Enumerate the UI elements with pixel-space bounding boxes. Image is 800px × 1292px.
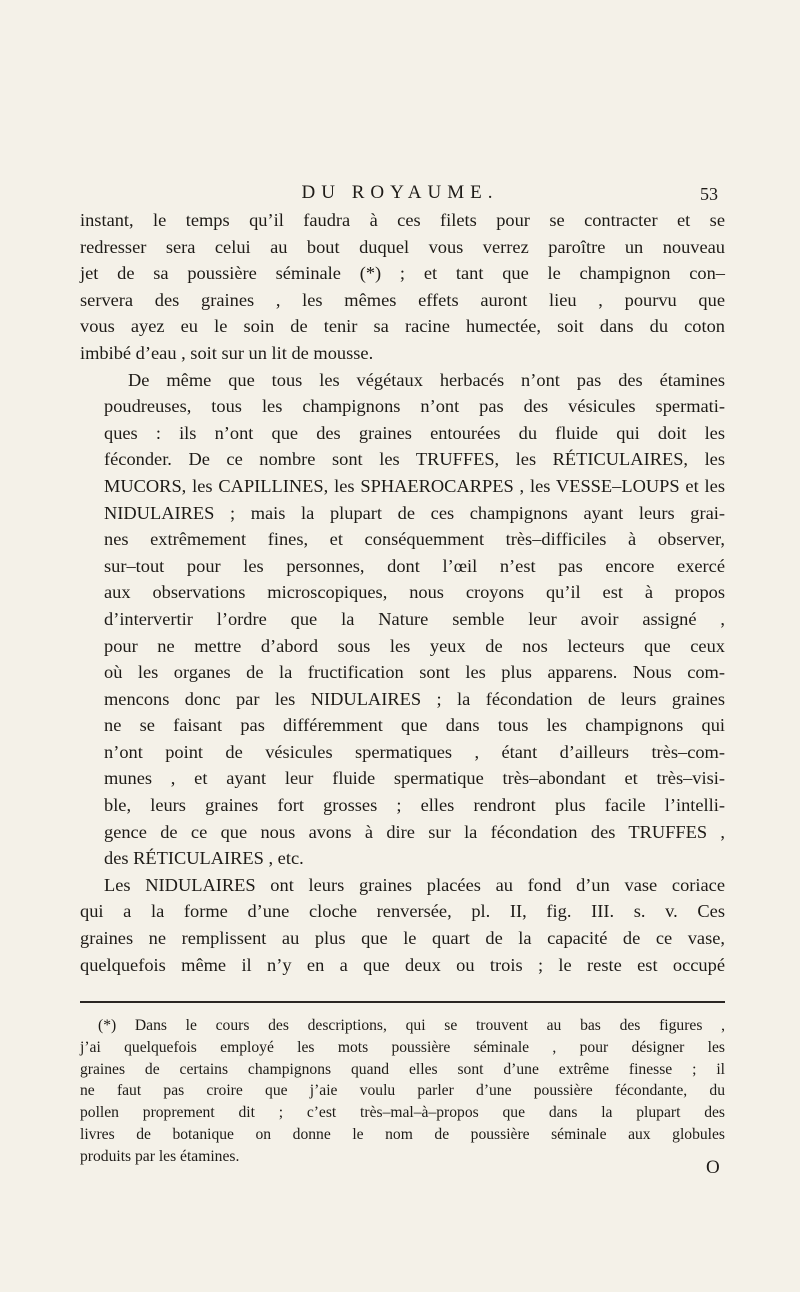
text-line: des RÉTICULAIRES , etc. bbox=[104, 848, 304, 869]
text-line: féconder. De ce nombre sont les TRUFFES, les RÉTICULAIRES, les bbox=[104, 449, 725, 470]
footnote-line: produits par les étamines. bbox=[80, 1147, 240, 1165]
text-line: Les NIDULAIRES ont leurs graines placées au fond d’un vase coriace bbox=[104, 874, 725, 895]
text-line: ques : ils n’ont que des graines entourées du fluide qui doit les bbox=[104, 422, 725, 443]
text-line: mencons donc par les NIDULAIRES ; la fécondation de leurs graines bbox=[104, 688, 725, 709]
catchword: O bbox=[706, 1157, 720, 1178]
text-line: imbibé d’eau , soit sur un lit de mousse. bbox=[80, 342, 374, 363]
text-line: redresser sera celui au bout duquel vous verrez paroître un nouveau bbox=[80, 236, 725, 257]
main-text bbox=[80, 207, 725, 978]
text-line: nes extrêmement fines, et conséquemment très–difficiles à observer, bbox=[104, 529, 725, 550]
text-line: d’intervertir l’ordre que la Nature semble leur avoir assigné , bbox=[104, 608, 725, 629]
text-line: n’ont point de vésicules spermatiques , étant d’ailleurs très–com- bbox=[104, 741, 725, 762]
text-line: servera des graines , les mêmes effets auront lieu , pourvu que bbox=[80, 289, 725, 310]
footnote-line: livres de botanique on donne le nom de poussière séminale aux globules bbox=[80, 1125, 725, 1143]
footnote-line: ne faut pas croire que j’aie voulu parler d’une poussière fécondante, du bbox=[80, 1082, 725, 1100]
text-line: MUCORS, les CAPILLINES, les SPHAEROCARPES , les VESSE–LOUPS et les bbox=[104, 475, 725, 496]
text-line: sur–tout pour les personnes, dont l’œil n’est pas encore exercé bbox=[104, 555, 725, 576]
text-line: quelquefois même il n’y en a que deux ou trois ; le reste est occupé bbox=[80, 954, 725, 975]
text-line: où les organes de la fructification sont les plus apparens. Nous com- bbox=[104, 662, 725, 683]
footnote-line: pollen proprement dit ; c’est très–mal–à–propos que dans la plupart des bbox=[80, 1104, 725, 1122]
page-number: 53 bbox=[700, 184, 718, 204]
text-line: graines ne remplissent au plus que le quart de la capacité de ce vase, bbox=[80, 928, 725, 949]
text-line: vous ayez eu le soin de tenir sa racine humectée, soit dans du coton bbox=[80, 316, 725, 337]
text-line: pour ne mettre d’abord sous les yeux de nos lecteurs que ceux bbox=[104, 635, 725, 656]
text-line: De même que tous les végétaux herbacés n’ont pas des étamines bbox=[128, 369, 725, 390]
footnote-line: graines de certains champignons quand elles sont d’une extrême finesse ; il bbox=[80, 1060, 725, 1078]
text-line: gence de ce que nous avons à dire sur la fécondation des TRUFFES , bbox=[104, 821, 725, 842]
paragraph-2 bbox=[80, 367, 725, 872]
text-line: munes , et ayant leur fluide spermatique très–abondant et très–visi- bbox=[104, 768, 725, 789]
text-line: poudreuses, tous les champignons n’ont pas des vésicules spermati- bbox=[104, 396, 725, 417]
text-line: qui a la forme d’une cloche renversée, pl. II, fig. III. s. v. Ces bbox=[80, 901, 725, 922]
paragraph-1 bbox=[80, 207, 725, 367]
text-line: instant, le temps qu’il faudra à ces filets pour se contracter et se bbox=[80, 210, 725, 230]
text-line: NIDULAIRES ; mais la plupart de ces champignons ayant leurs grai- bbox=[104, 502, 725, 523]
footnote-line: j’ai quelquefois employé les mots poussière séminale , pour désigner les bbox=[80, 1038, 725, 1056]
footnote-rule bbox=[80, 1001, 725, 1003]
running-title: DU ROYAUME. bbox=[301, 182, 499, 203]
text-line: aux observations microscopiques, nous croyons qu’il est à propos bbox=[104, 582, 725, 603]
text-line: ble, leurs graines fort grosses ; elles rendront plus facile l’intelli- bbox=[104, 795, 725, 816]
paragraph-3 bbox=[80, 872, 725, 978]
text-line: ne se faisant pas différemment que dans tous les champignons qui bbox=[104, 715, 725, 736]
footnote-line: (*) Dans le cours des descriptions, qui se trouvent au bas des figures , bbox=[98, 1017, 725, 1034]
footnote bbox=[80, 1015, 725, 1168]
text-line: jet de sa poussière séminale (*) ; et tant que le champignon con– bbox=[80, 263, 725, 284]
